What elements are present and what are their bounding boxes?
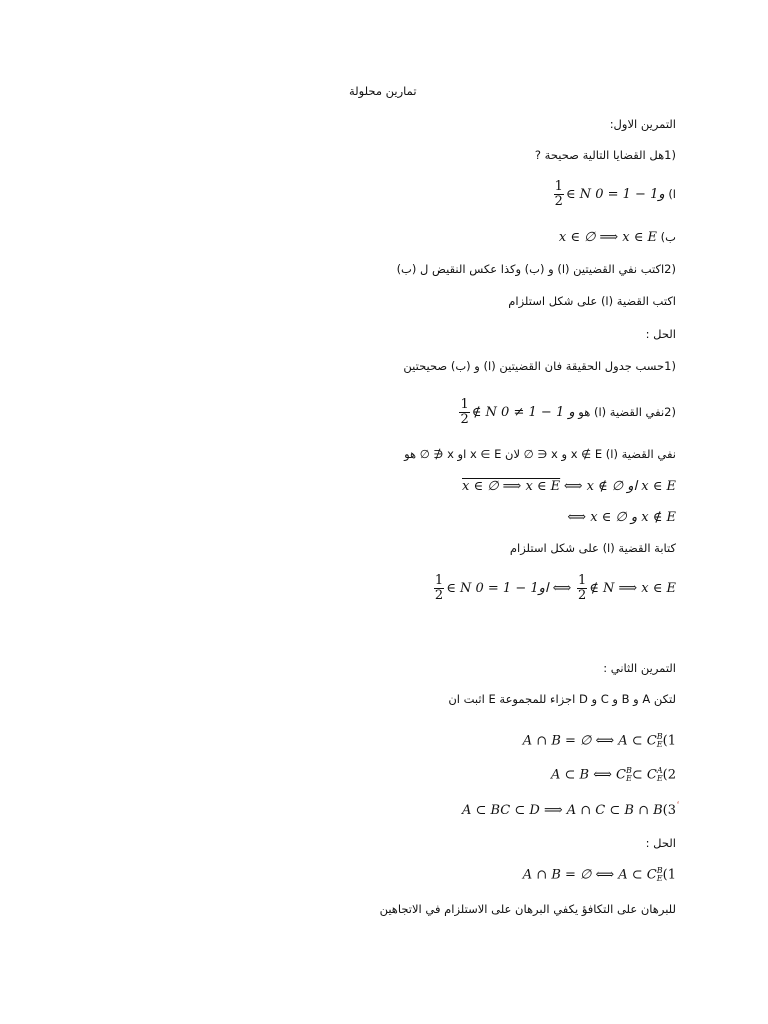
exercise-2-part-1: A ∩ B = ∅ ⟺ A ⊂ C B E (1 xyxy=(522,732,676,749)
fraction-one-half: $\frac{1}{2}$ xyxy=(577,573,587,603)
solution-1-line-2: (2نفي القضية (ا) هو $\frac{1}{2}$ ∉ N و 1 − 1 ≠ 0 xyxy=(460,397,676,427)
solution-2-line-2: للبرهان على التكافؤ يكفي البرهان على الاستلزام في الاتجاهين xyxy=(379,902,676,916)
statement-a-label: ا) xyxy=(668,187,676,201)
statement-b xyxy=(559,230,676,245)
solution-2-part-1: A ∩ B = ∅ ⟺ A ⊂ C B E (1 xyxy=(522,866,676,883)
exercise-1-question-1: (1هل القضايا التالية صحيحة ? xyxy=(534,148,676,162)
exercise-2-part-3: A ⊂ BC ⊂ D ⟹ A ∩ C ⊂ B ∩ B(3 xyxy=(461,802,676,818)
complement-index: B E xyxy=(625,766,632,783)
solution-1-line-6: كتابة القضية (ا) على شكل استلزام xyxy=(509,541,676,555)
exercise-1-question-2: (2اكتب نفي القضيتين (ا) و (ب) وكذا عكس النقيض ل (ب) xyxy=(396,262,676,276)
fraction-one-half: $\frac{1}{2}$ xyxy=(434,573,444,603)
solution-1-line-1: (1حسب جدول الحقيقة فان القضيتين (ا) و (ب) صحيحتين xyxy=(403,359,676,373)
exercise-2-intro: لتكن A و B و C و D اجزاء للمجموعة E اثبت ان xyxy=(448,692,676,706)
exercise-1-heading: التمرين الاول: xyxy=(609,117,676,131)
complement-index: A E xyxy=(656,766,663,783)
exercise-2-part-2: A ⊂ B ⟺ C B E ⊂ C A E (2 xyxy=(550,766,676,783)
complement-index: B E xyxy=(656,866,663,883)
statement-b-label: ب) xyxy=(660,230,676,244)
statement-a-math: ∈ N و1 − 1 = 0 xyxy=(565,187,665,202)
solution-1-line-4: x ∈ ∅ ⟹ x ∈ E ⟺ x ∉ ∅ او x ∈ E xyxy=(462,479,676,494)
exercise-1-question-3: اكتب القضية (ا) على شكل استلزام xyxy=(508,294,676,308)
exercise-2-heading: التمرين الثاني : xyxy=(603,661,676,675)
negated-implication: x ∈ ∅ ⟹ x ∈ E xyxy=(462,479,561,494)
page-title: تمارين محلولة xyxy=(349,84,417,98)
solution-1-heading: الحل : xyxy=(645,327,676,341)
solution-1-line-5: ⟺ x ∈ ∅ و x ∉ E xyxy=(567,510,676,525)
fraction-one-half: $\frac{1}{2}$ xyxy=(460,397,469,427)
complement-index: B E xyxy=(656,732,663,749)
solution-1-line-3: نفي القضية (ا) x ∉ E و x ∈ ∅ لان x ∈ E او x ∉ ∅ هو xyxy=(404,447,676,461)
solution-2-heading: الحل : xyxy=(645,836,676,850)
fraction-one-half: $\frac{1}{2}$ xyxy=(554,179,563,209)
statement-a xyxy=(552,180,676,209)
solution-1-line-7: $\frac{1}{2}$ ∈ N او1 − 1 = 0 ⟺ $\frac{1}{2}$ ∉ N ⟹ x ∈ E xyxy=(434,573,676,603)
statement-b-math: x ∈ ∅ ⟹ x ∈ E xyxy=(558,230,658,245)
